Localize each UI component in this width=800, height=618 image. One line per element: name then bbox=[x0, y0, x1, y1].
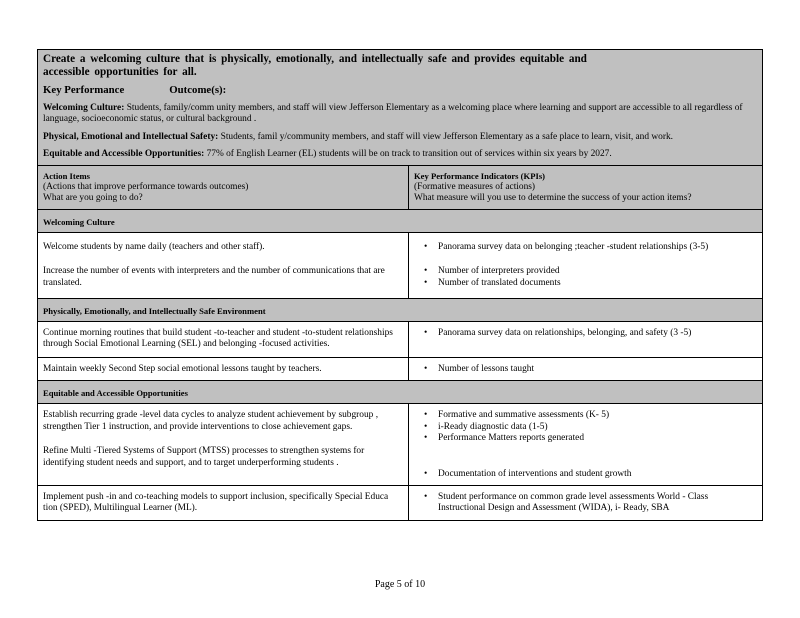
kpo-heading: Key Performance Outcome(s): bbox=[43, 84, 227, 96]
section-title: Welcoming Culture bbox=[38, 209, 763, 232]
kpi-item: • Number of interpreters provided bbox=[424, 266, 757, 277]
kpi-cell bbox=[409, 357, 763, 380]
kpi-cell bbox=[409, 404, 763, 486]
section-header-row bbox=[38, 209, 763, 232]
kpi-item: • Number of translated documents bbox=[424, 278, 757, 289]
kpi-cell bbox=[409, 485, 763, 520]
outcome-welcoming: Welcoming Culture: Students, family/comm unity members, and staff will view Jefferson Elementary as a welcoming place where learning and support are accessible to all regardless of language, socioeconomic status, or cultural background . bbox=[43, 103, 743, 125]
action-item-text: Continue morning routines that build student -to-teacher and student -to-student relationships through Social Emotional Learning (SEL) and belonging -focused activities. bbox=[43, 328, 393, 350]
goal-header-row bbox=[38, 50, 763, 166]
kpi-item: • Panorama survey data on belonging ;teacher -student relationships (3-5) bbox=[424, 242, 757, 253]
document-page bbox=[37, 49, 762, 521]
table-row bbox=[38, 322, 763, 358]
kpi-list bbox=[414, 328, 757, 339]
action-item-text: Welcome students by name daily (teachers and other staff). bbox=[43, 241, 265, 252]
action-plan-table bbox=[37, 49, 763, 521]
kpi-item: • i-Ready diagnostic data (1-5) bbox=[424, 422, 757, 433]
kpi-item: • Number of lessons taught bbox=[424, 364, 757, 375]
outcome-safety: Physical, Emotional and Intellectual Safety: Students, famil y/community members, and staff will view Jefferson Elementary as a safe place to learn, visit, and work. bbox=[43, 131, 674, 142]
action-item-text: Refine Multi -Tiered Systems of Support (MTSS) processes to strengthen systems for identifying student needs and support, and to target underperforming students . bbox=[43, 446, 365, 468]
table-row bbox=[38, 232, 763, 298]
section-header-row bbox=[38, 299, 763, 322]
column-header-row bbox=[38, 165, 763, 209]
action-item-cell bbox=[38, 322, 409, 358]
action-item-text: Increase the number of events with interpreters and the number of communications that are translated. bbox=[43, 266, 385, 288]
outcome-equity: Equitable and Accessible Opportunities: 77% of English Learner (EL) students will be on track to transition out of services within six years by 2027. bbox=[43, 149, 612, 160]
section-title: Physically, Emotionally, and Intellectually Safe Environment bbox=[38, 299, 763, 322]
kpi-list bbox=[414, 242, 757, 253]
kpi-list bbox=[414, 492, 757, 515]
kpi-item: • Documentation of interventions and student growth bbox=[424, 469, 757, 480]
action-item-cell bbox=[38, 404, 409, 486]
action-item-text: Maintain weekly Second Step social emotional lessons taught by teachers. bbox=[43, 363, 322, 374]
action-item-text: Establish recurring grade -level data cycles to analyze student achievement by subgroup , strengthen Tier 1 instruction, and provide interventions to close achievement gaps. bbox=[43, 410, 379, 432]
action-item-cell bbox=[38, 357, 409, 380]
kpi-list bbox=[414, 364, 757, 375]
kpi-list bbox=[414, 266, 757, 289]
goal-title: Create a welcoming culture that is physically, emotionally, and intellectually safe and provides equitable and accessible opportunities for all. bbox=[43, 53, 587, 78]
kpi-item: • Formative and summative assessments (K- 5) bbox=[424, 410, 757, 421]
table-row bbox=[38, 485, 763, 520]
sections bbox=[38, 209, 763, 520]
table-row bbox=[38, 404, 763, 486]
kpi-header: Key Performance Indicators (KPIs) (Formative measures of actions) What measure will you use to determine the success of your action items? bbox=[409, 165, 763, 209]
kpi-item: • Panorama survey data on relationships, belonging, and safety (3 -5) bbox=[424, 328, 757, 339]
action-item-text: Implement push -in and co-teaching models to support inclusion, specifically Special Educa tion (SPED), Multilingual Learner (ML). bbox=[43, 491, 389, 514]
page-number: Page 5 of 10 bbox=[374, 579, 426, 590]
table-row bbox=[38, 357, 763, 380]
kpi-list bbox=[414, 469, 757, 480]
section-header-row bbox=[38, 381, 763, 404]
action-items-header: Action Items (Actions that improve performance towards outcomes) What are you going to do? bbox=[38, 165, 409, 209]
kpi-list bbox=[414, 410, 757, 444]
kpi-item: • Performance Matters reports generated bbox=[424, 433, 757, 444]
section-title: Equitable and Accessible Opportunities bbox=[38, 381, 763, 404]
action-item-cell bbox=[38, 232, 409, 298]
goal-header bbox=[38, 50, 763, 166]
action-item-cell bbox=[38, 485, 409, 520]
kpi-item: • Student performance on common grade level assessments World - Class Instructional Design and Assessment (WIDA), i- Ready, SBA bbox=[424, 492, 757, 515]
kpi-cell bbox=[409, 322, 763, 358]
kpi-cell bbox=[409, 232, 763, 298]
